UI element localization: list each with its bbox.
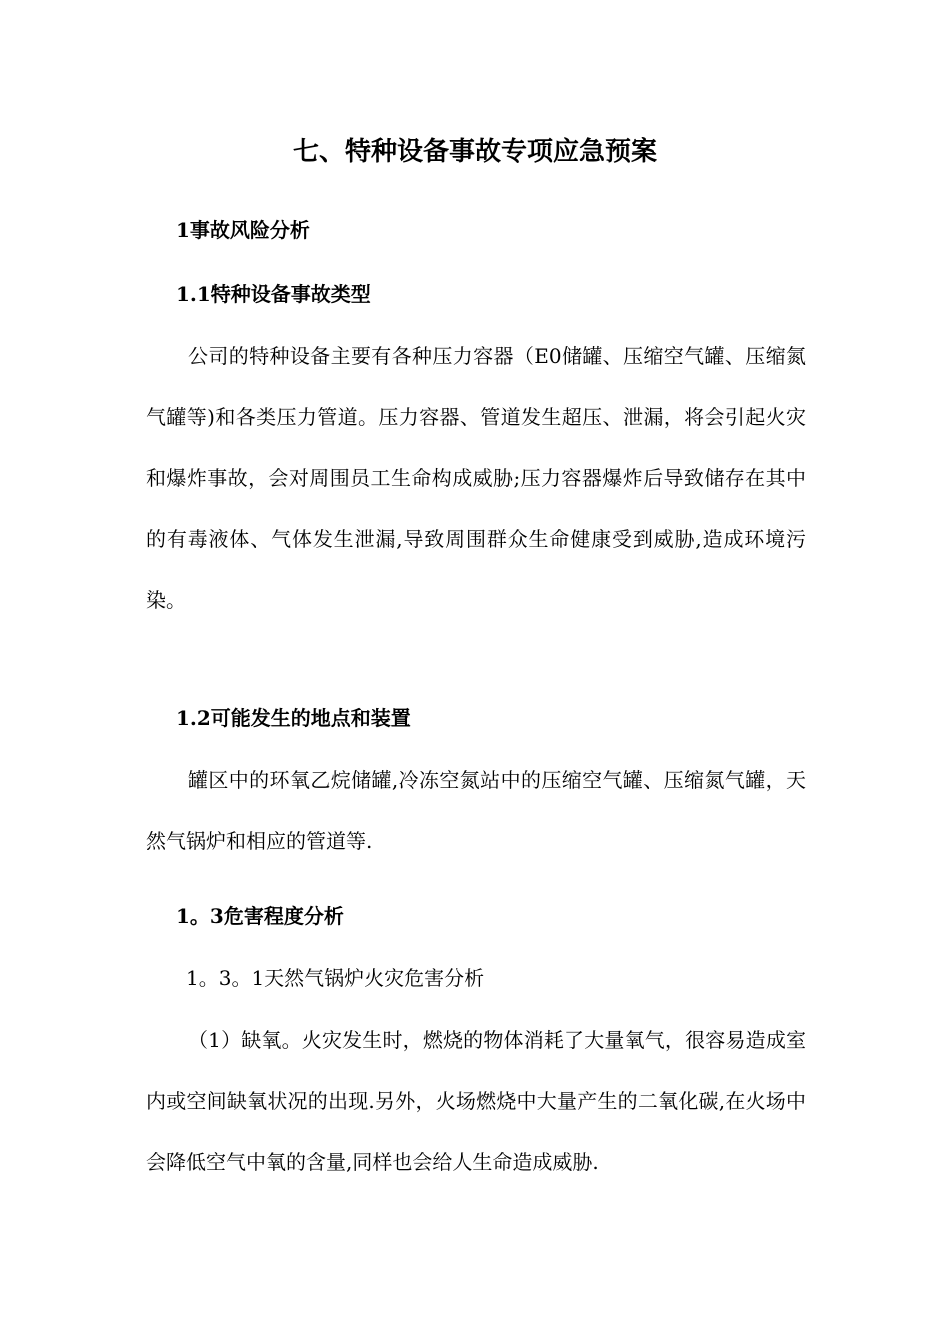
paragraph-equipment-types: 公司的特种设备主要有各种压力容器（E0储罐、压缩空气罐、压缩氮气罐等)和各类压力管道。压力容器、管道发生超压、泄漏，将会引起火灾和爆炸事故，会对周围员工生命构成威胁;压力容器爆炸后导致储存在其中的有毒液体、气体发生泄漏,导致周围群众生命健康受到威胁,造成环境污染。 (146, 344, 806, 612)
paragraph-locations: 罐区中的环氧乙烷储罐,冷冻空氮站中的压缩空气罐、压缩氮气罐，天然气锅炉和相应的管道等. (146, 768, 806, 853)
section-heading-1-3: 1。3危害程度分析 (176, 904, 344, 928)
page-title: 七、特种设备事故专项应急预案 (292, 137, 657, 167)
section-heading-1-2: 1.2可能发生的地点和装置 (176, 706, 411, 730)
section-heading-1: 1事故风险分析 (176, 218, 310, 242)
paragraph-oxygen-deficiency: （1）缺氧。火灾发生时，燃烧的物体消耗了大量氧气，很容易造成室内或空间缺氧状况的出现.另外，火场燃烧中大量产生的二氧化碳,在火场中会降低空气中氧的含量,同样也会给人生命造成威胁. (146, 1028, 806, 1174)
section-heading-1-3-1: 1。3。1天然气锅炉火灾危害分析 (186, 966, 485, 990)
section-heading-1-1: 1.1特种设备事故类型 (176, 282, 371, 306)
